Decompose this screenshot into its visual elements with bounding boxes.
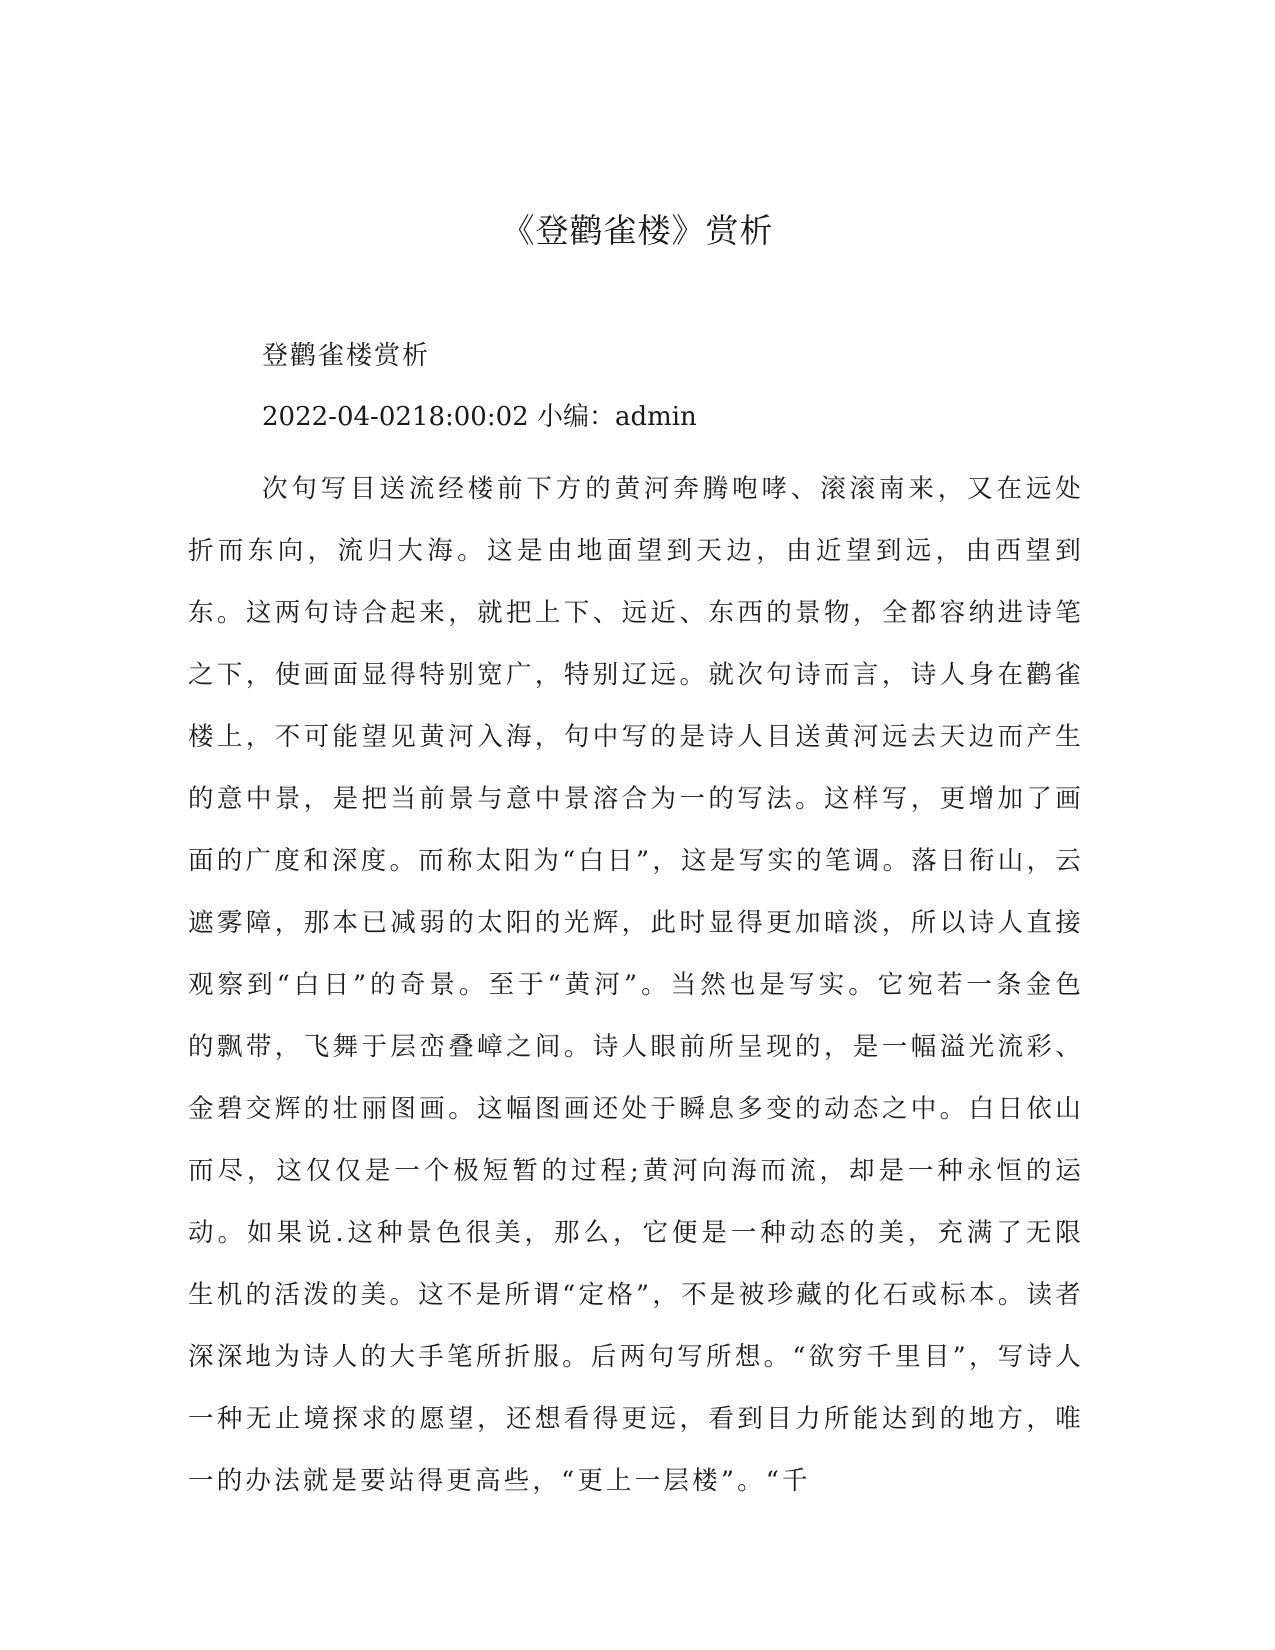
article-subtitle: 登鹳雀楼赏析 — [262, 341, 431, 371]
page-title: 《登鹳雀楼》赏析 — [501, 211, 774, 250]
article-body: 次句写目送流经楼前下方的黄河奔腾咆哮、滚滚南来，又在远处折而东向，流归大海。这是由地面望到天边，由近望到远，由西望到东。这两句诗合起来，就把上下、远近、东西的景物，全都容纳进诗笔之下，使画面显得特别宽广，特别辽远。就次句诗而言，诗人身在鹳雀楼上，不可能望见黄河入海，句中写的是诗人目送黄河远去天边而产生的意中景，是把当前景与意中景溶合为一的写法。这样写，更增加了画面的广度和深度。而称太阳为“白日”，这是写实的笔调。落日衔山，云遮雾障，那本已减弱的太阳的光辉，此时显得更加暗淡，所以诗人直接观察到“白日”的奇景。至于“黄河”。当然也是写实。它宛若一条金色的飘带，飞舞于层峦叠嶂之间。诗人眼前所呈现的，是一幅溢光流彩、金碧交辉的壮丽图画。这幅图画还处于瞬息多变的动态之中。白日依山而尽，这仅仅是一个极短暂的过程;黄河向海而流，却是一种永恒的运动。如果说.这种景色很美，那么，它便是一种动态的美，充满了无限生机的活泼的美。这不是所谓“定格”，不是被珍藏的化石或标本。读者深深地为诗人的大手笔所折服。后两句写所想。“欲穷千里目”，写诗人一种无止境探求的愿望，还想看得更远，看到目力所能达到的地方，唯一的办法就是要站得更高些，“更上一层楼”。“千 — [188, 474, 1084, 1496]
article-meta: 2022-04-0218:00:02 小编：admin — [262, 402, 697, 432]
